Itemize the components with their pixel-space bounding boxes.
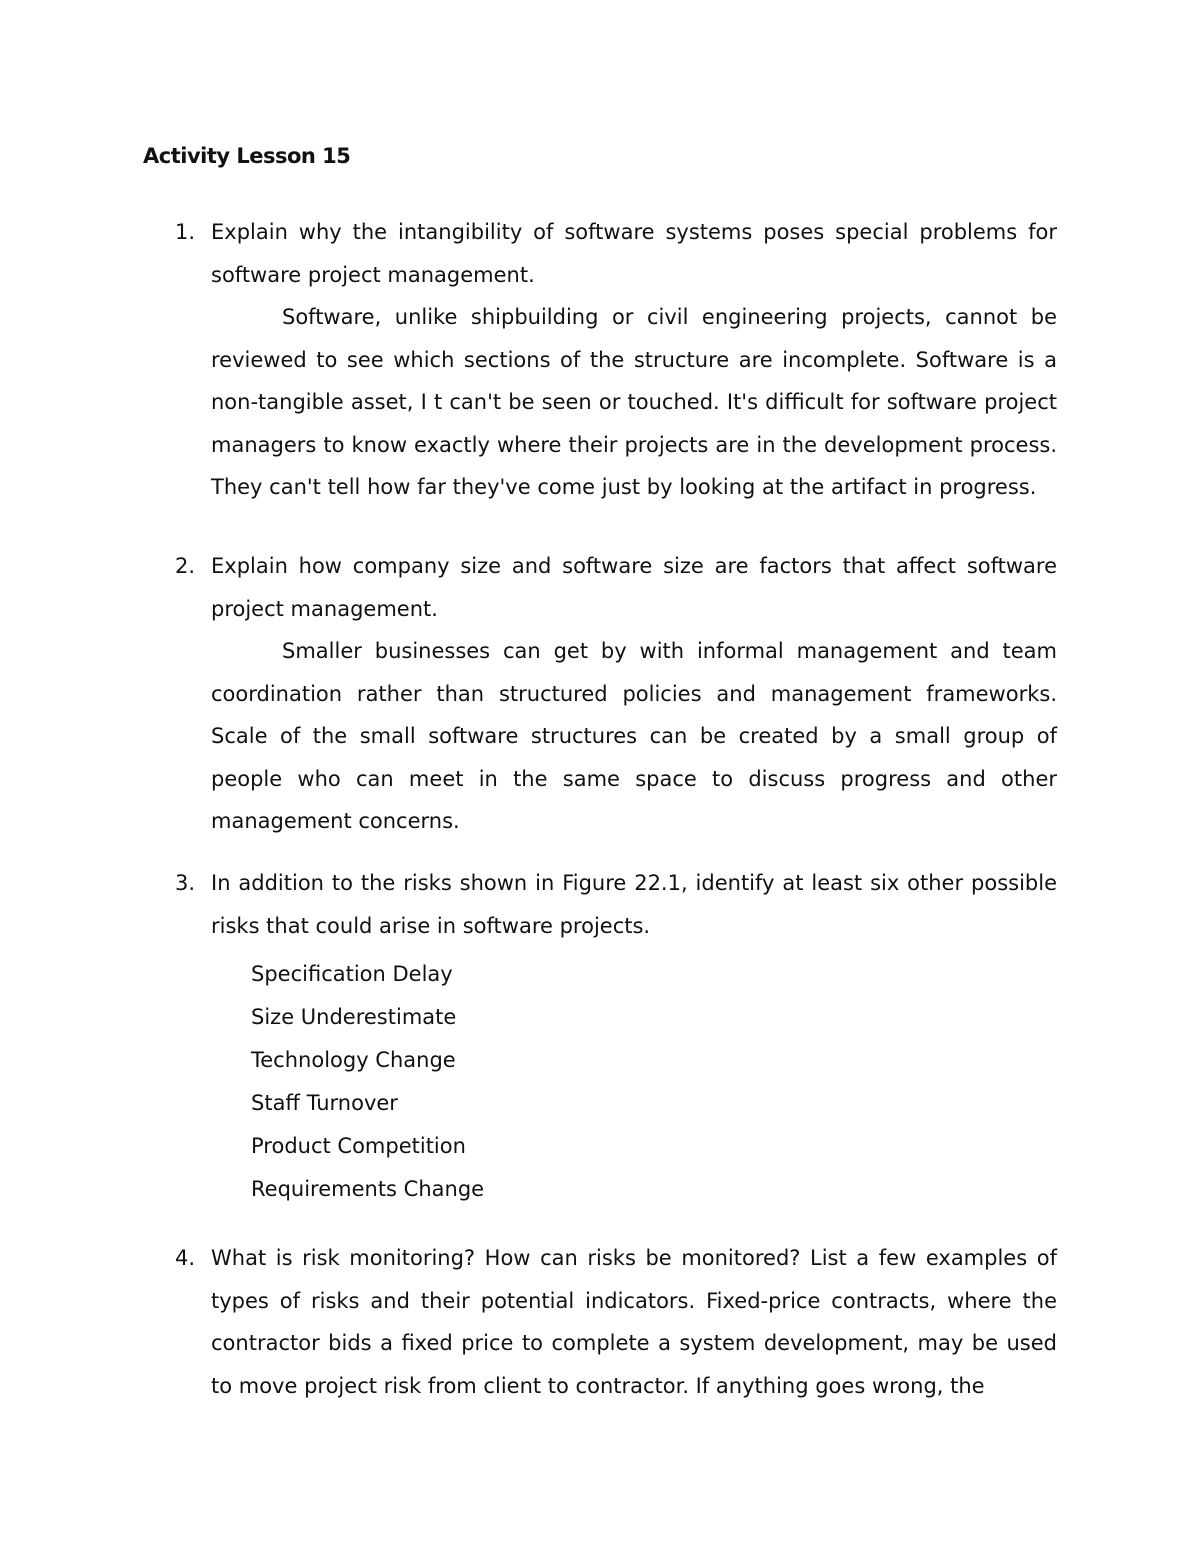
question-1	[175, 211, 1057, 509]
page-title: Activity Lesson 15	[143, 144, 351, 168]
answer-text: Smaller businesses can get by with informal management and team coordination rather than structured policies and management frameworks. Scale of the small software structures can be created by a small group of people who can meet in the same space to discuss progress and other management concerns.	[211, 639, 1057, 833]
question-number: 3.	[175, 871, 196, 895]
answer-text: Software, unlike shipbuilding or civil engineering projects, cannot be reviewed to see which sections of the structure are incomplete. Software is a non-tangible asset, I t can't be seen or touched. It's difficult for software project managers to know exactly where their projects are in the development process. They can't tell how far they've come just by looking at the artifact in progress.	[211, 305, 1057, 499]
list-item: Product Competition	[251, 1134, 466, 1158]
question-text: In addition to the risks shown in Figure 22.1, identify at least six other possible risks that could arise in software projects.	[211, 871, 1057, 938]
list-item: Requirements Change	[251, 1177, 485, 1201]
question-text: What is risk monitoring? How can risks be monitored? List a few examples of types of risks and their potential indicators. Fixed-price contracts, where the contractor bids a fixed price to complete a system development, may be used to move project risk from client to contractor. If anything goes wrong, the	[211, 1246, 1057, 1398]
question-number: 2.	[175, 554, 196, 578]
list-item: Staff Turnover	[251, 1091, 398, 1115]
question-text: Explain why the intangibility of software systems poses special problems for software project management.	[211, 220, 1057, 287]
list-item: Specification Delay	[251, 962, 453, 986]
risk-list	[251, 953, 1057, 1211]
question-2	[175, 545, 1057, 843]
question-text: Explain how company size and software size are factors that affect software project management.	[211, 554, 1057, 621]
question-number: 1.	[175, 220, 196, 244]
question-number: 4.	[175, 1246, 196, 1270]
question-4	[175, 1237, 1057, 1407]
list-item: Size Underestimate	[251, 1005, 457, 1029]
list-item: Technology Change	[251, 1048, 456, 1072]
question-3	[175, 862, 1057, 1211]
